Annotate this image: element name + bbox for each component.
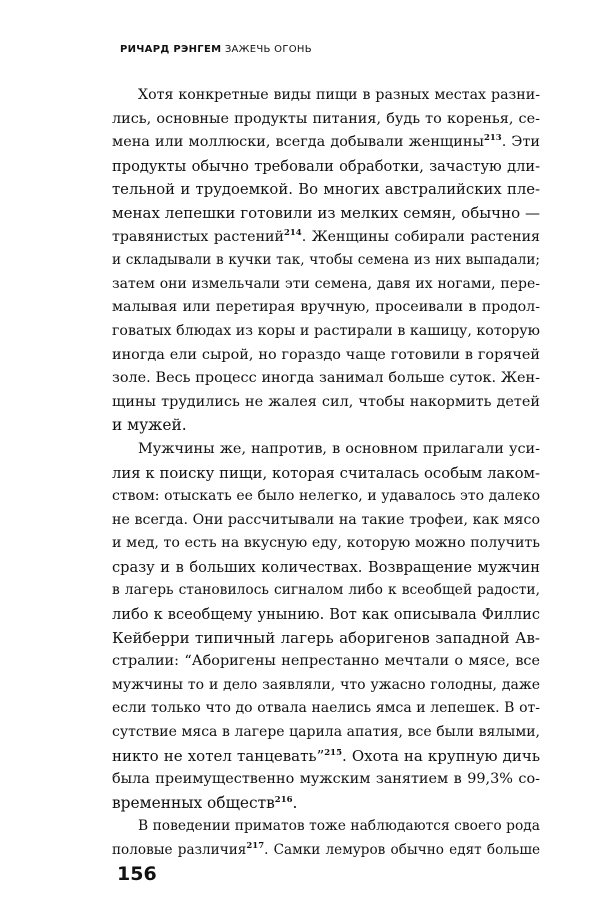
text-line: [112, 721, 540, 745]
text-run: никто не хотел танцевать”: [112, 746, 325, 765]
text-run: мена или моллюски, всегда добывали женщины: [112, 134, 484, 151]
text-run: В поведении приматов тоже наблюдаются своего рода: [138, 818, 540, 835]
text-run: . Эти: [501, 134, 540, 151]
running-head-author: РИЧАРД РЭНГЕМ: [120, 44, 222, 55]
footnote-ref: 214: [283, 227, 302, 238]
text-line: [112, 697, 540, 721]
text-line: [112, 839, 540, 863]
text-run: если только что до отвала наелись ямса и лепешек. В от-: [112, 700, 540, 717]
text-line: [112, 155, 540, 179]
text-run: Мужчины же, напротив, в основном прилагали уси-: [138, 440, 540, 457]
text-line: [112, 226, 540, 250]
text-run: золе. Весь процесс иногда занимал больше суток. Жен-: [112, 370, 540, 387]
text-run: и мужей.: [112, 416, 187, 435]
text-run: стралии: “Аборигены непрестанно мечтали о мясе, все: [112, 653, 540, 670]
text-line: [112, 202, 540, 226]
text-line: [112, 296, 540, 320]
running-head-title: ЗАЖЕЧЬ ОГОНЬ: [224, 44, 312, 55]
text-line: [112, 367, 540, 391]
text-run: продукты обычно требовали обработки, зачастую дли-: [112, 157, 540, 175]
text-run: ством: отыскать ее было нелегко, и удавалось это далеко: [112, 488, 540, 505]
text-run: щины трудились не жалея сил, чтобы накормить детей: [112, 393, 540, 410]
text-run: сутствие мяса в лагере царила апатия, все были вялыми,: [112, 724, 540, 741]
text-line: [112, 320, 540, 344]
text-run: в лагерь становилось сигналом либо к всеобщей радости,: [112, 582, 540, 599]
text-line: [112, 745, 540, 769]
page-number: 156: [117, 863, 157, 885]
text-line: [112, 579, 540, 603]
text-line: [112, 650, 540, 674]
text-line: [112, 485, 540, 509]
text-run: говатых блюдах из коры и растирали в кашицу, которую: [112, 322, 540, 339]
text-run: затем они измельчали эти семена, давя их ногами, пере-: [112, 275, 540, 292]
footnote-ref: 217: [246, 841, 265, 851]
text-run: малывая или перетирая вручную, просеивали в продол-: [112, 299, 540, 316]
text-line: [112, 532, 540, 556]
text-run: и мед, то есть на вкусную еду, которую можно получить: [112, 535, 540, 552]
text-run: . Самки лемуров обычно едят больше: [264, 842, 540, 858]
text-run: Хотя конкретные виды пищи в разных местах разни-: [138, 87, 540, 103]
text-run: либо к всеобщему унынию. Вот как описывала Филлис: [112, 606, 540, 624]
text-run: . Женщины собирали растения: [301, 228, 540, 245]
text-run: и складывали в кучки так, чтобы семена из них выпадали;: [112, 252, 540, 269]
text-line: [112, 674, 540, 698]
text-line: [112, 178, 540, 202]
text-run: была преимущественно мужским занятием в 99,3% со-: [112, 771, 540, 788]
text-run: сразу и в больших количествах. Возвращение мужчин: [112, 558, 540, 576]
text-line: [112, 273, 540, 297]
text-run: Кейберри типичный лагерь аборигенов западной Ав-: [112, 628, 540, 647]
text-run: . Охота на крупную дичь: [342, 746, 540, 765]
text-line: [112, 84, 540, 108]
text-run: менах лепешки готовили из мелких семян, обычно —: [112, 203, 540, 222]
text-line: [112, 509, 540, 533]
text-run: лия к поиску пищи, которая считалась особым лаком-: [112, 464, 540, 482]
text-run: травянистых растений: [112, 228, 284, 245]
body-text: [112, 84, 540, 863]
footnote-ref: 215: [324, 747, 342, 758]
text-line: [112, 414, 540, 438]
footnote-ref: 213: [483, 133, 502, 144]
text-line: [112, 108, 540, 132]
text-line: [112, 556, 540, 580]
text-run: мужчины то и дело заявляли, что ужасно голодны, даже: [112, 676, 540, 693]
text-line: [112, 131, 540, 155]
text-run: не всегда. Они рассчитывали на такие трофеи, как мясо: [112, 511, 540, 528]
text-line: [112, 792, 540, 816]
text-line: [112, 627, 540, 651]
text-run: половые различия: [112, 842, 247, 858]
text-run: лись, основные продукты питания, будь то коренья, се-: [112, 110, 540, 127]
text-line: [112, 438, 540, 462]
text-run: временных обществ: [112, 793, 275, 812]
text-line: [112, 462, 540, 486]
text-line: [112, 768, 540, 792]
footnote-ref: 216: [274, 794, 293, 805]
text-run: тельной и трудоемкой. Во многих австралийских пле-: [112, 181, 540, 199]
text-line: [112, 815, 540, 839]
text-run: иногда ели сырой, но гораздо чаще готовили в горячей: [112, 346, 540, 363]
text-run: .: [292, 793, 298, 812]
text-line: [112, 344, 540, 368]
text-line: [112, 391, 540, 415]
text-line: [112, 249, 540, 273]
running-head: [120, 44, 312, 55]
text-line: [112, 603, 540, 627]
